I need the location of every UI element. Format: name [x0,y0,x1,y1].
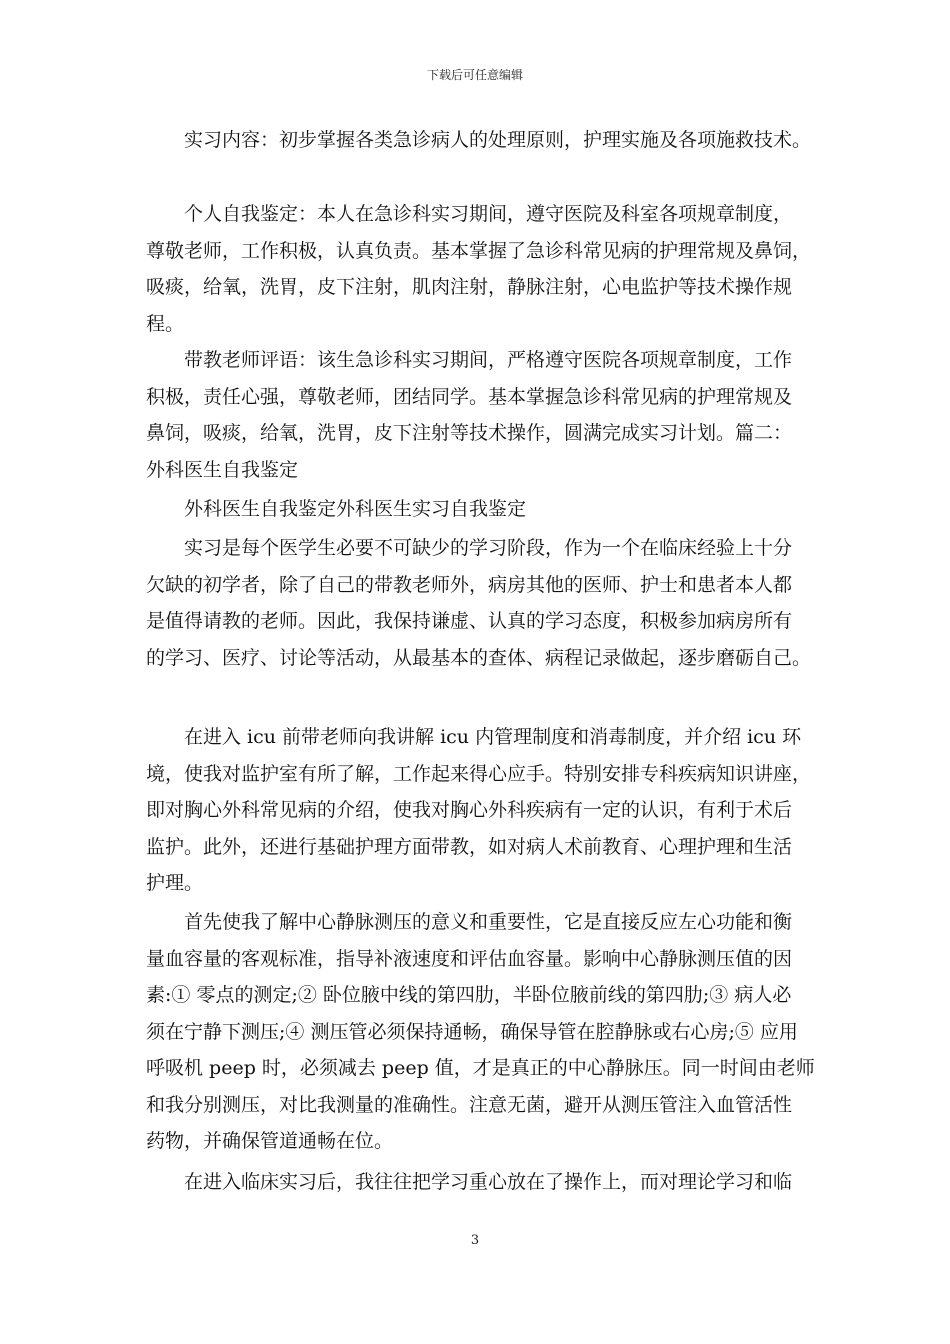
text-line: 和我分别测压，对比我测量的准确性。注意无菌，避开从测压管注入血管活性 [146,1093,793,1116]
paragraph-teacher-comment [146,342,826,488]
text-line: 鼻饲，吸痰，给氧，洗胃，皮下注射等技术操作，圆满完成实习计划。篇二： [146,422,793,444]
text-line: 须在宁静下测压;④ 测压管必须保持通畅，确保导管在腔静脉或右心房;⑤ 应用 [146,1020,798,1043]
text-line: 境，使我对监护室有所了解，工作起来得心应手。特别安排专科疾病知识讲座， [146,762,812,785]
text-line: 带教老师评语：该生急诊科实习期间，严格遵守医院各项规章制度，工作 [184,349,793,371]
text-line: 吸痰，给氧，洗胃，皮下注射，肌肉注射，静脉注射，心电监护等技术操作规 [146,276,793,298]
paragraph-icu-training [146,719,826,902]
paragraph-cvp-measurement [146,904,826,1160]
text-line: 监护。此外，还进行基础护理方面带教，如对病人术前教育、心理护理和生活 [146,835,793,858]
text-line: 在进入 icu 前带老师向我讲解 icu 内管理制度和消毒制度，并介绍 icu 环 [184,726,802,748]
text-line: 程。 [146,312,185,335]
text-line: 实习内容：初步掌握各类急诊病人的处理原则，护理实施及各项施救技术。 [184,129,812,151]
text-line: 即对胸心外科常见病的介绍，使我对胸心外科疾病有一定的认识，有利于术后 [146,799,793,821]
text-line: 尊敬老师，工作积极，认真负责。基本掌握了急诊科常见病的护理常规及鼻饲， [146,239,812,262]
text-line: 外科医生自我鉴定外科医生实习自我鉴定 [184,498,527,520]
text-line: 在进入临床实习后，我往往把学习重心放在了操作上，而对理论学习和临 [184,1171,793,1193]
text-line: 外科医生自我鉴定 [146,458,299,481]
paragraph-section-title [146,491,826,528]
text-line: 量血容量的客观标准，指导补液速度和评估血容量。影响中心静脉测压值的因 [146,947,793,970]
text-line: 首先使我了解中心静脉测压的意义和重要性，它是直接反应左心功能和衡 [184,911,793,933]
text-line: 呼吸机 peep 时，必须减去 peep 值，才是真正的中心静脉压。同一时间由老师 [146,1057,815,1079]
text-line: 素:① 零点的测定;② 卧位腋中线的第四肋，半卧位腋前线的第四肋;③ 病人必 [146,984,792,1006]
text-line: 实习是每个医学生必要不可缺少的学习阶段，作为一个在临床经验上十分 [184,537,793,559]
paragraph-internship-intro [146,530,826,676]
paragraph-self-evaluation [146,196,826,342]
text-line: 药物，并确保管道通畅在位。 [146,1130,394,1152]
text-line: 的学习、医疗、讨论等活动，从最基本的查体、病程记录做起，逐步磨砺自己。 [146,646,812,669]
text-line: 护理。 [146,872,204,894]
text-line: 是值得请教的老师。因此，我保持谦虚、认真的学习态度，积极参加病房所有 [146,610,793,632]
text-line: 积极，责任心强，尊敬老师，团结同学。基本掌握急诊科常见病的护理常规及 [146,385,793,408]
page-number: 3 [470,1233,480,1248]
paragraph-internship-content [146,122,826,159]
text-line: 欠缺的初学者，除了自己的带教老师外，病房其他的医师、护士和患者本人都 [146,573,793,596]
text-line: 个人自我鉴定：本人在急诊科实习期间，遵守医院及科室各项规章制度， [184,203,793,225]
page-header: 下载后可任意编辑 [426,68,523,82]
paragraph-clinical-practice [146,1164,826,1201]
